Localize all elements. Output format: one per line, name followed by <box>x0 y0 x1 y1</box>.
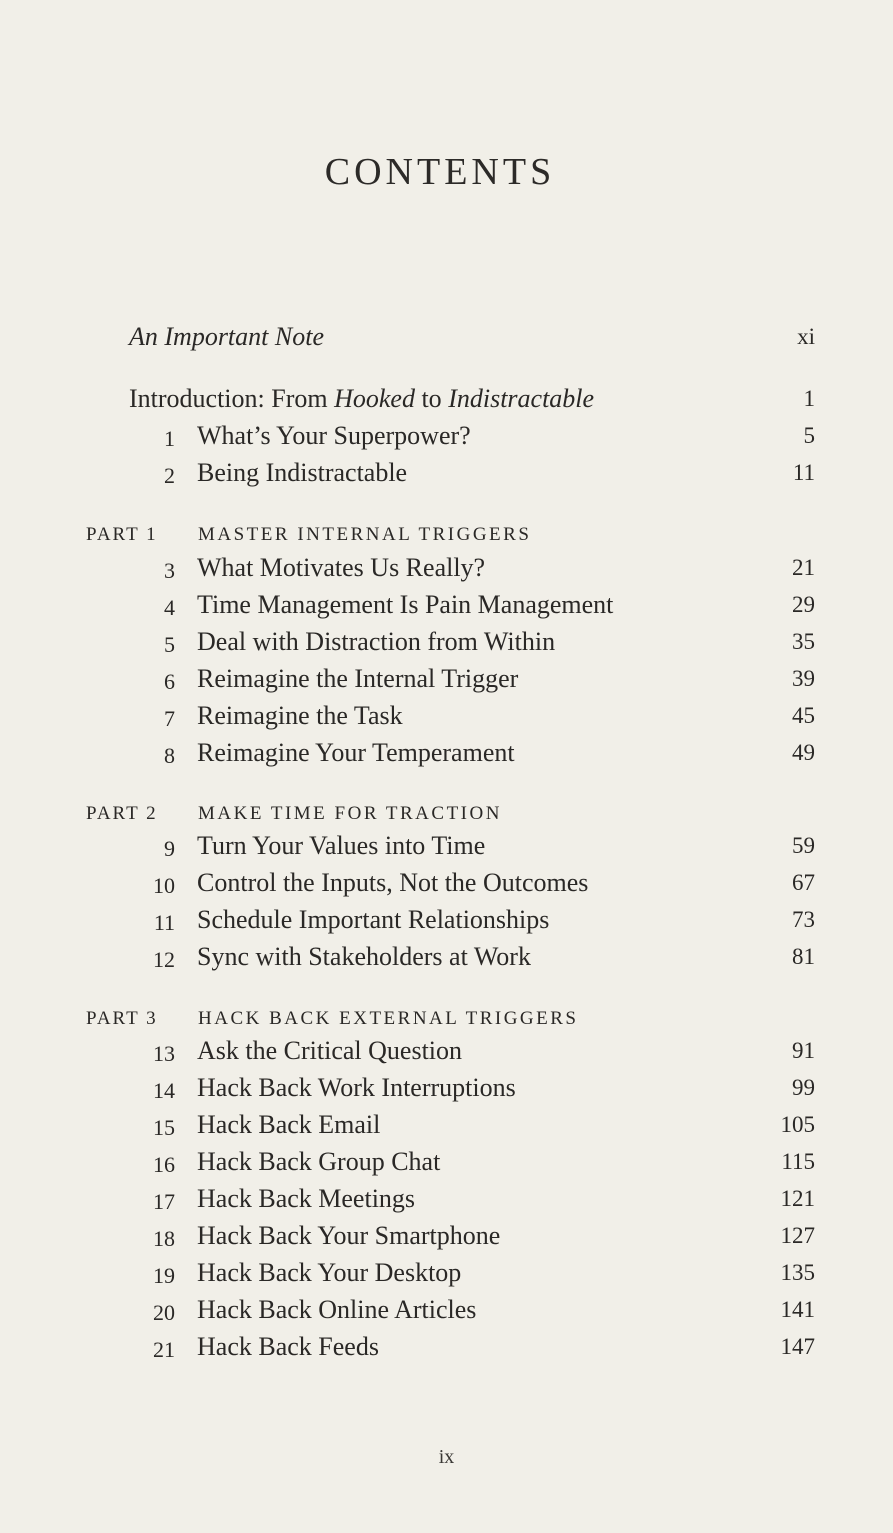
chapter-page: 67 <box>792 870 815 895</box>
chapter-number: 9 <box>164 836 175 861</box>
chapter-page: 99 <box>792 1075 815 1100</box>
part-heading <box>0 799 893 833</box>
chapter-page: 115 <box>781 1149 815 1174</box>
part-heading <box>0 520 893 554</box>
chapter-title: Time Management Is Pain Management <box>197 590 614 619</box>
chapter-number: 18 <box>153 1226 175 1251</box>
toc-entry-chapter[interactable] <box>0 1258 893 1292</box>
chapter-page: 45 <box>792 703 815 728</box>
chapter-page: 105 <box>780 1112 815 1137</box>
chapter-title: Control the Inputs, Not the Outcomes <box>197 868 589 897</box>
toc-entry-chapter[interactable] <box>0 942 893 976</box>
chapter-number: 5 <box>164 632 175 657</box>
toc-entry-chapter[interactable] <box>0 590 893 624</box>
part-label: PART 1 <box>86 524 158 545</box>
chapter-title: Hack Back Feeds <box>197 1332 379 1361</box>
toc-entry-chapter[interactable] <box>0 905 893 939</box>
chapter-title: Reimagine Your Temperament <box>197 738 515 767</box>
chapter-title: Hack Back Your Desktop <box>197 1258 462 1287</box>
toc-entry-chapter[interactable] <box>0 701 893 735</box>
toc-entry-chapter[interactable] <box>0 627 893 661</box>
chapter-title: Hack Back Email <box>197 1110 381 1139</box>
part-title: HACK BACK EXTERNAL TRIGGERS <box>198 1008 579 1029</box>
part-label: PART 2 <box>86 803 158 824</box>
toc-entry-chapter[interactable] <box>0 1332 893 1366</box>
toc-entry-chapter[interactable] <box>0 1036 893 1070</box>
toc-entry-chapter[interactable] <box>0 1295 893 1329</box>
chapter-title: Hack Back Group Chat <box>197 1147 441 1176</box>
chapter-number: 2 <box>164 463 175 488</box>
chapter-title: Reimagine the Internal Trigger <box>197 664 519 693</box>
chapter-title: Hack Back Work Interruptions <box>197 1073 516 1102</box>
chapter-number: 17 <box>153 1189 175 1214</box>
part-label: PART 3 <box>86 1008 158 1029</box>
toc-entry-page: 1 <box>803 386 815 411</box>
chapter-title: Being Indistractable <box>197 458 408 487</box>
chapter-page: 121 <box>780 1186 815 1211</box>
chapter-number: 20 <box>153 1300 175 1325</box>
chapter-page: 91 <box>792 1038 815 1063</box>
chapter-number: 1 <box>164 426 175 451</box>
toc-entry-chapter[interactable] <box>0 1221 893 1255</box>
chapter-number: 8 <box>164 743 175 768</box>
chapter-number: 4 <box>164 595 175 620</box>
page-title: CONTENTS <box>324 151 556 193</box>
chapter-page: 135 <box>780 1260 815 1285</box>
chapter-number: 19 <box>153 1263 175 1288</box>
toc-entry-important-note[interactable] <box>0 322 893 356</box>
chapter-number: 7 <box>164 706 175 731</box>
part-title: MAKE TIME FOR TRACTION <box>198 803 502 824</box>
chapter-title: Hack Back Online Articles <box>197 1295 477 1324</box>
toc-entry-chapter[interactable] <box>0 664 893 698</box>
chapter-number: 12 <box>153 947 175 972</box>
chapter-number: 15 <box>153 1115 175 1140</box>
toc-entry-introduction[interactable] <box>0 384 893 418</box>
chapter-page: 29 <box>792 592 815 617</box>
toc-entry-chapter[interactable] <box>0 553 893 587</box>
toc-entry-chapter[interactable] <box>0 738 893 772</box>
chapter-number: 21 <box>153 1337 175 1362</box>
part-title: MASTER INTERNAL TRIGGERS <box>198 524 532 545</box>
chapter-title: What’s Your Superpower? <box>197 421 471 450</box>
toc-entry-chapter[interactable] <box>0 458 893 492</box>
chapter-number: 3 <box>164 558 175 583</box>
chapter-page: 21 <box>792 555 815 580</box>
chapter-page: 59 <box>792 833 815 858</box>
chapter-title: Hack Back Your Smartphone <box>197 1221 501 1250</box>
chapter-title: Schedule Important Relationships <box>197 905 550 934</box>
page-folio: ix <box>438 1446 455 1468</box>
chapter-title: Turn Your Values into Time <box>197 831 486 860</box>
chapter-page: 141 <box>780 1297 815 1322</box>
chapter-page: 81 <box>792 944 815 969</box>
toc-entry-chapter[interactable] <box>0 1110 893 1144</box>
chapter-page: 39 <box>792 666 815 691</box>
toc-entry-chapter[interactable] <box>0 868 893 902</box>
toc-entry-chapter[interactable] <box>0 421 893 455</box>
chapter-page: 73 <box>792 907 815 932</box>
toc-entry-label: An Important Note <box>129 322 324 351</box>
chapter-number: 16 <box>153 1152 175 1177</box>
chapter-title: Hack Back Meetings <box>197 1184 416 1213</box>
chapter-page: 11 <box>792 460 815 485</box>
chapter-number: 10 <box>153 873 175 898</box>
toc-entry-chapter[interactable] <box>0 1073 893 1107</box>
chapter-title: Sync with Stakeholders at Work <box>197 942 531 971</box>
chapter-page: 147 <box>780 1334 815 1359</box>
chapter-number: 13 <box>153 1041 175 1066</box>
chapter-page: 127 <box>780 1223 815 1248</box>
toc-entry-page: xi <box>797 324 815 349</box>
toc-entry-label: Introduction: From Hooked to Indistractable <box>129 384 595 413</box>
part-heading <box>0 1004 893 1038</box>
chapter-number: 14 <box>153 1078 175 1103</box>
chapter-title: Deal with Distraction from Within <box>197 627 556 656</box>
chapter-title: Reimagine the Task <box>197 701 403 730</box>
toc-entry-chapter[interactable] <box>0 831 893 865</box>
chapter-title: Ask the Critical Question <box>197 1036 463 1065</box>
chapter-page: 49 <box>792 740 815 765</box>
chapter-title: What Motivates Us Really? <box>197 553 486 582</box>
chapter-page: 5 <box>803 423 815 448</box>
chapter-number: 6 <box>164 669 175 694</box>
toc-entry-chapter[interactable] <box>0 1184 893 1218</box>
chapter-page: 35 <box>792 629 815 654</box>
chapter-number: 11 <box>153 910 175 935</box>
toc-entry-chapter[interactable] <box>0 1147 893 1181</box>
